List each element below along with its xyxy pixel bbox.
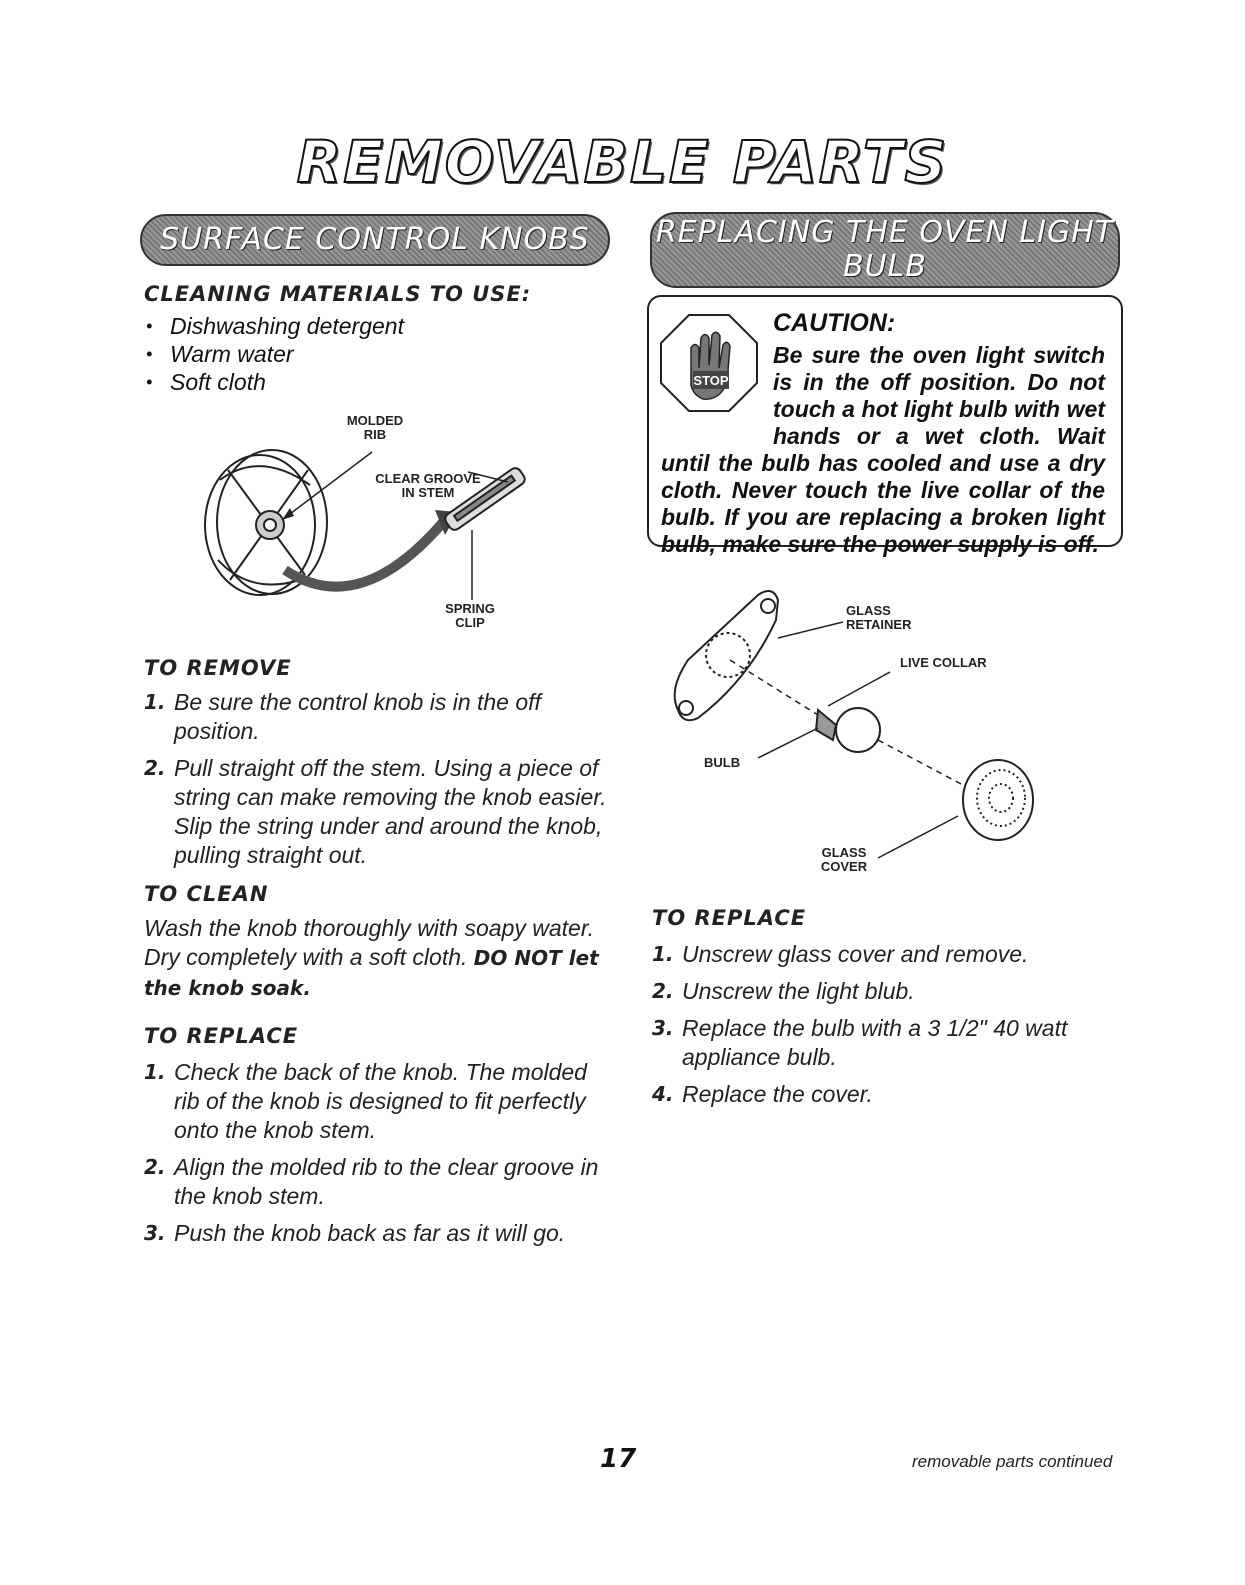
stop-sign-text: STOP: [693, 373, 729, 388]
page-title: REMOVABLE PARTS: [296, 128, 949, 196]
materials-list: [142, 312, 542, 396]
caution-title: CAUTION:: [773, 309, 896, 337]
clean-text: Wash the knob thoroughly with soapy water. Dry completely with a soft cloth.: [144, 915, 595, 970]
molded-rib-label: MOLDED RIB: [346, 413, 404, 442]
live-collar-label: LIVE COLLAR: [900, 655, 987, 670]
oven-light-bulb-banner: [650, 212, 1120, 288]
knob-diagram: [190, 410, 550, 630]
caution-text: Be sure the oven light switch is in the off position. Do not touch a hot light bulb with wet hands or a wet cloth. Wait until the bulb has cooled and use a dry cloth. Never touch the live collar of the bulb. If you are replacing a broken light bulb, make sure the power supply is off.: [661, 342, 1105, 557]
list-item: 1. Be sure the control knob is in the off position.: [144, 689, 541, 744]
to-remove-heading: TO REMOVE: [144, 656, 292, 680]
page-number: 17: [600, 1444, 637, 1474]
clear-groove-label: CLEAR GROOVE IN STEM: [375, 471, 481, 500]
replace-steps-left: [144, 1058, 614, 1256]
to-replace-heading-right: TO REPLACE: [652, 906, 807, 930]
knob-illustration: [205, 450, 327, 595]
remove-steps: [144, 688, 614, 878]
glass-cover-illustration: [963, 760, 1033, 840]
to-clean-heading: TO CLEAN: [144, 882, 269, 906]
list-item: 1. Check the back of the knob. The molded rib of the knob is designed to fit perfectly onto the knob stem.: [144, 1059, 587, 1143]
list-item: • Soft cloth: [142, 368, 542, 396]
clean-warning: DO NOT let the knob soak.: [144, 946, 599, 1000]
bulb-label: BULB: [704, 755, 741, 770]
list-item: 2. Align the molded rib to the clear groove in the knob stem.: [144, 1154, 599, 1209]
list-item: 2. Unscrew the light blub.: [652, 978, 915, 1004]
to-replace-heading-left: TO REPLACE: [144, 1024, 299, 1048]
list-item: • Warm water: [142, 340, 542, 368]
cleaning-materials-heading: CLEANING MATERIALS TO USE:: [144, 282, 532, 306]
spring-clip-label: SPRING CLIP: [445, 601, 495, 630]
list-item: 3. Push the knob back as far as it will go.: [144, 1220, 566, 1246]
bulb-illustration: [836, 708, 880, 752]
replace-steps-right: [652, 940, 1122, 1117]
banner-line-1: REPLACING THE OVEN LIGHT: [655, 215, 1115, 250]
list-item: 4. Replace the cover.: [652, 1081, 873, 1107]
surface-control-knobs-banner: SURFACE CONTROL KNOBS: [140, 214, 610, 266]
glass-cover-label: GLASS COVER: [820, 845, 868, 874]
list-item: 1. Unscrew glass cover and remove.: [652, 941, 1029, 967]
banner-line-2: BULB: [843, 249, 927, 284]
glass-retainer-label: GLASS RETAINER: [846, 603, 912, 632]
caution-box: [647, 295, 1123, 557]
continued-note: removable parts continued: [912, 1452, 1113, 1471]
list-item: 3. Replace the bulb with a 3 1/2" 40 watt appliance bulb.: [652, 1015, 1068, 1070]
list-item: 2. Pull straight off the stem. Using a piece of string can make removing the knob easier. Slip the string under and around the knob, pulling straight out.: [144, 755, 607, 868]
list-item: • Dishwashing detergent: [142, 312, 542, 340]
clean-paragraph: [144, 914, 614, 1003]
stop-hand-icon: [659, 313, 759, 413]
